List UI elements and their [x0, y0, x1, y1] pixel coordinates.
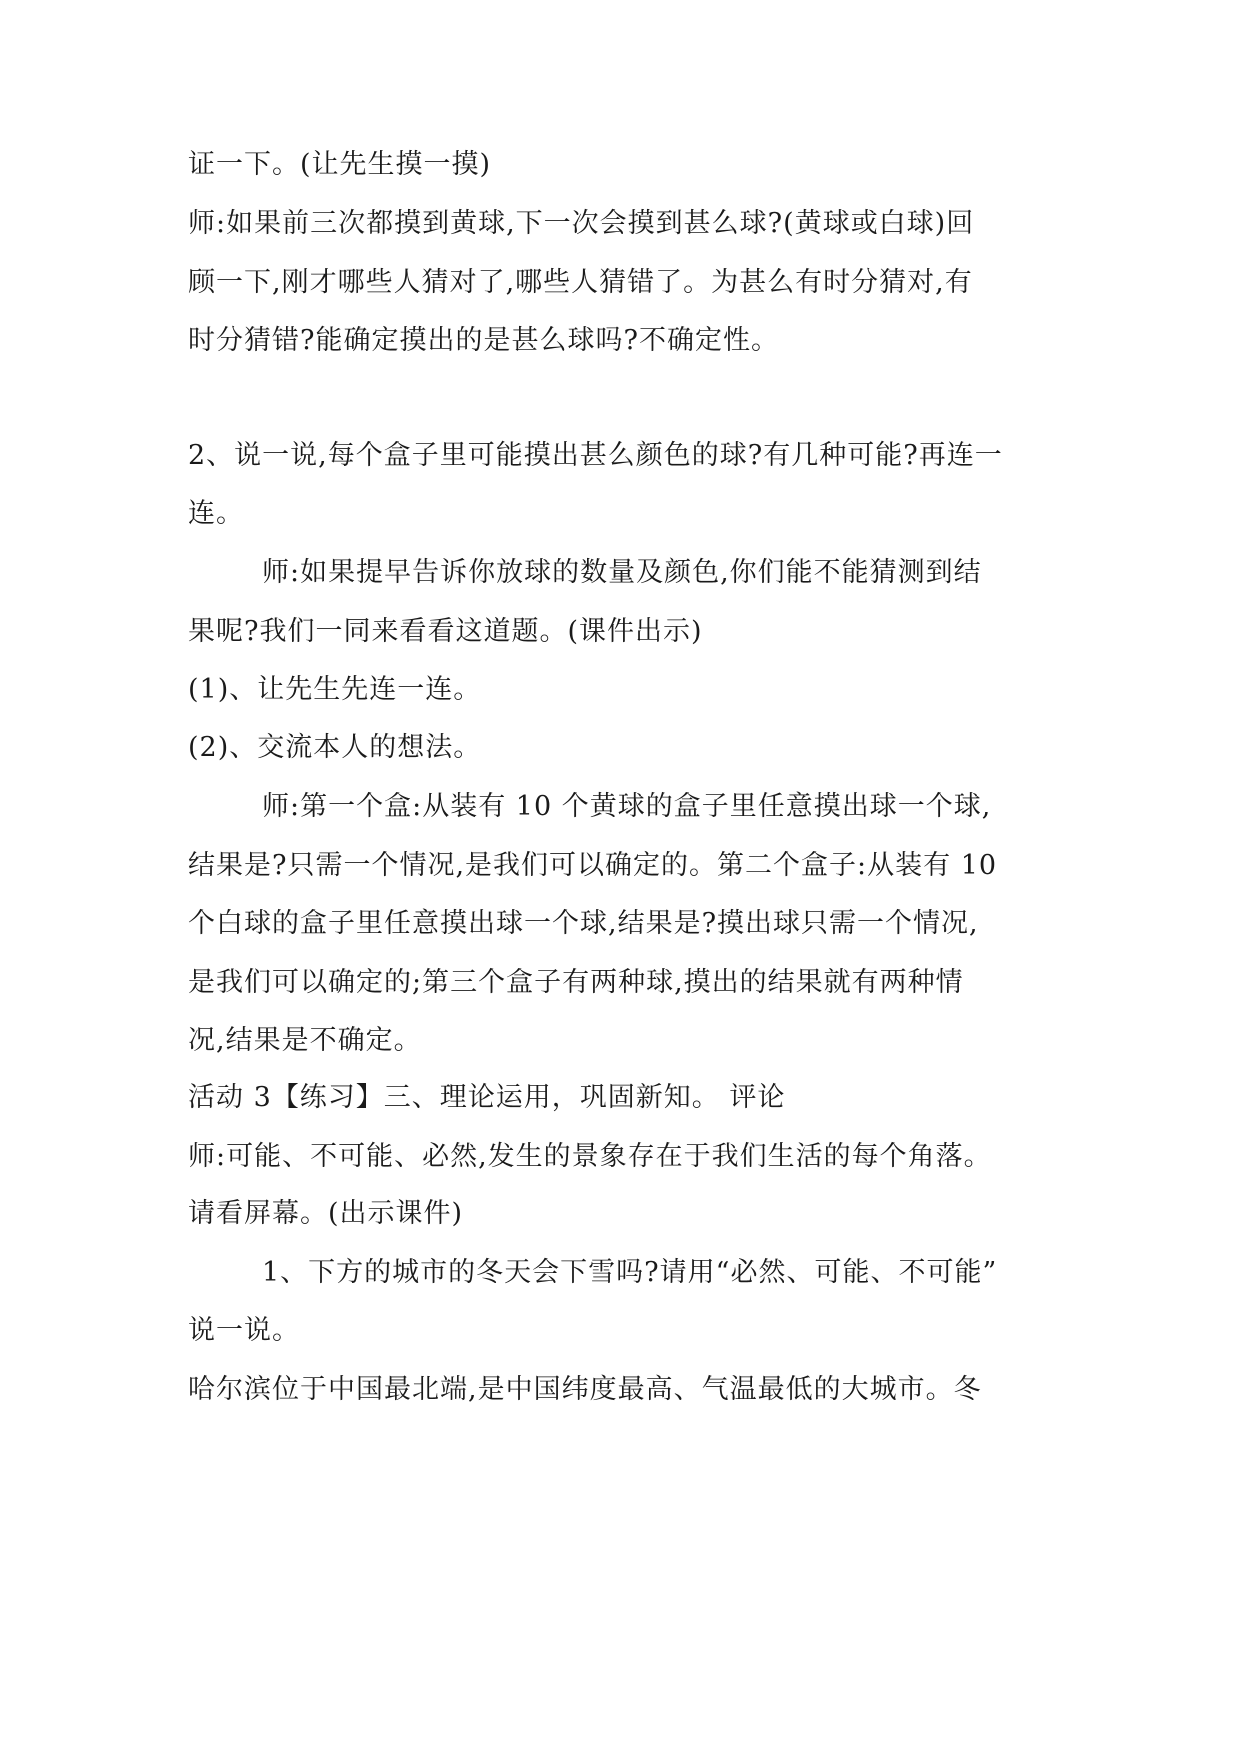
paragraph-line: 师:可能、不可能、必然,发生的景象存在于我们生活的每个角落。 — [188, 1141, 992, 1172]
paragraph-line: 顾一下,刚才哪些人猜对了,哪些人猜错了。为甚么有时分猜对,有 — [188, 267, 973, 298]
paragraph-line: 师:如果前三次都摸到黄球,下一次会摸到甚么球?(黄球或白球)回 — [188, 208, 975, 239]
list-item: (2)、交流本人的想法。 — [188, 732, 482, 763]
list-item: (1)、让先生先连一连。 — [188, 674, 482, 705]
paragraph-line: 时分猜错?能确定摸出的是甚么球吗?不确定性。 — [188, 325, 779, 356]
paragraph-line: 果呢?我们一同来看看这道题。(课件出示) — [188, 616, 703, 647]
paragraph-line: 师:如果提早告诉你放球的数量及颜色,你们能不能猜测到结 — [262, 557, 982, 588]
paragraph-line: 连。 — [188, 498, 244, 529]
paragraph-line: 哈尔滨位于中国最北端,是中国纬度最高、气温最低的大城市。冬 — [188, 1374, 982, 1405]
paragraph-line: 1、下方的城市的冬天会下雪吗?请用“必然、可能、不可能” — [262, 1257, 998, 1288]
section-heading: 活动 3【练习】三、理论运用，巩固新知。 评论 — [188, 1082, 786, 1113]
paragraph-line: 师:第一个盒:从装有 10 个黄球的盒子里任意摸出球一个球, — [262, 791, 992, 822]
paragraph-line: 证一下。(让先生摸一摸) — [188, 149, 492, 180]
paragraph-line: 是我们可以确定的;第三个盒子有两种球,摸出的结果就有两种情 — [188, 967, 964, 998]
paragraph-line: 结果是?只需一个情况,是我们可以确定的。第二个盒子:从装有 10 — [188, 850, 998, 881]
paragraph-line: 2、说一说,每个盒子里可能摸出甚么颜色的球?有几种可能?再连一 — [188, 440, 1003, 471]
paragraph-line: 个白球的盒子里任意摸出球一个球,结果是?摸出球只需一个情况, — [188, 908, 979, 939]
paragraph-line: 况,结果是不确定。 — [188, 1025, 422, 1056]
paragraph-line: 说一说。 — [188, 1315, 300, 1346]
paragraph-line: 请看屏幕。(出示课件) — [188, 1198, 464, 1229]
